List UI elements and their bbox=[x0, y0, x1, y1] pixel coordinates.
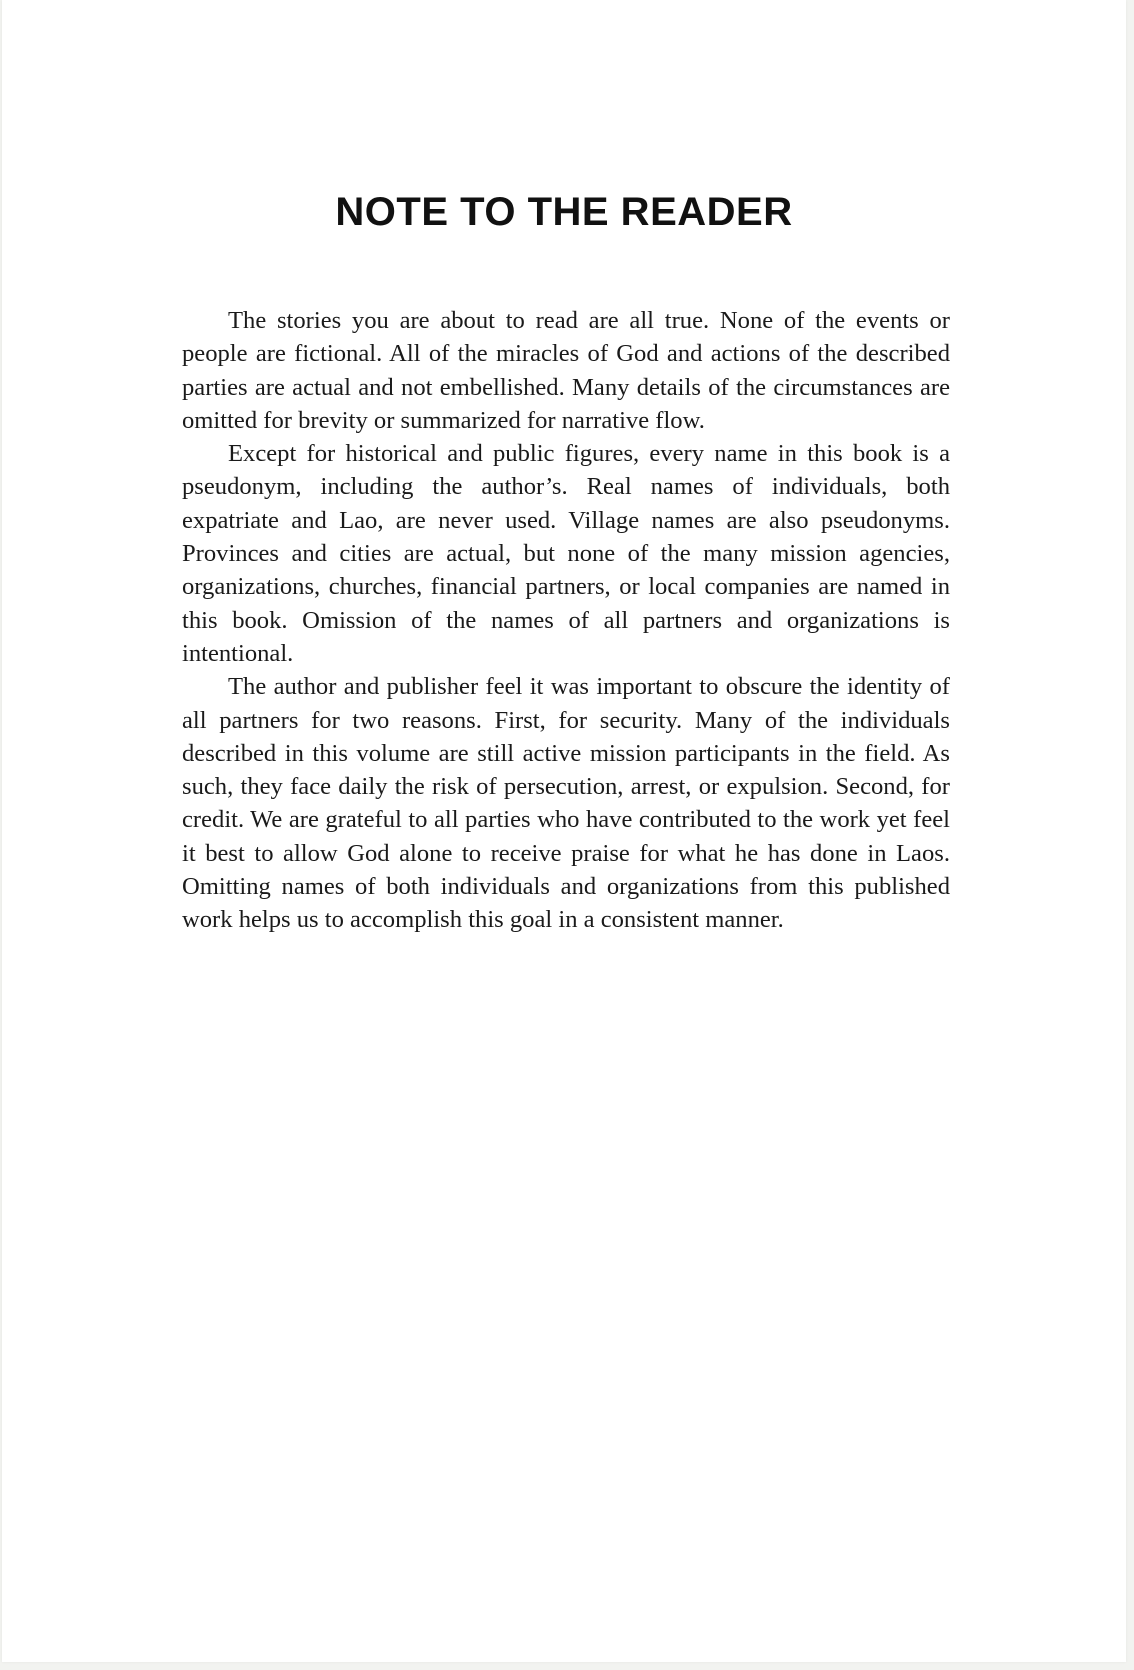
paragraph-1: The stories you are about to read are all true. None of the events or people are fictional. All of the miracles of God and actions of the described parties are actual and not embellished. Many details of the circumstances are omitted for brevity or summarized for narrative flow. bbox=[182, 307, 950, 434]
paragraph-2: Except for historical and public figures, every name in this book is a pseudonym, including the author’s. Real names of individuals, both expatriate and Lao, are never used. Village names are also pseudonyms. Provinces and cities are actual, but none of the many mission agencies, organizations, churches, financial partners, or local companies are named in this book. Omission of the names of all partners and organizations is intentional. bbox=[182, 440, 950, 667]
paragraph-3: The author and publisher feel it was important to obscure the identity of all partners for two reasons. First, for security. Many of the individuals described in this volume are still active mission participants in the field. As such, they face daily the risk of persecution, arrest, or expulsion. Second, for credit. We are grateful to all parties who have contributed to the work yet feel it best to allow God alone to receive praise for what he has done in Laos. Omitting names of both individuals and organizations from this published work helps us to accomplish this goal in a consistent manner. bbox=[182, 673, 950, 934]
document-page bbox=[2, 0, 1126, 1662]
body-text bbox=[182, 304, 950, 937]
page-title: NOTE TO THE READER bbox=[335, 190, 793, 234]
